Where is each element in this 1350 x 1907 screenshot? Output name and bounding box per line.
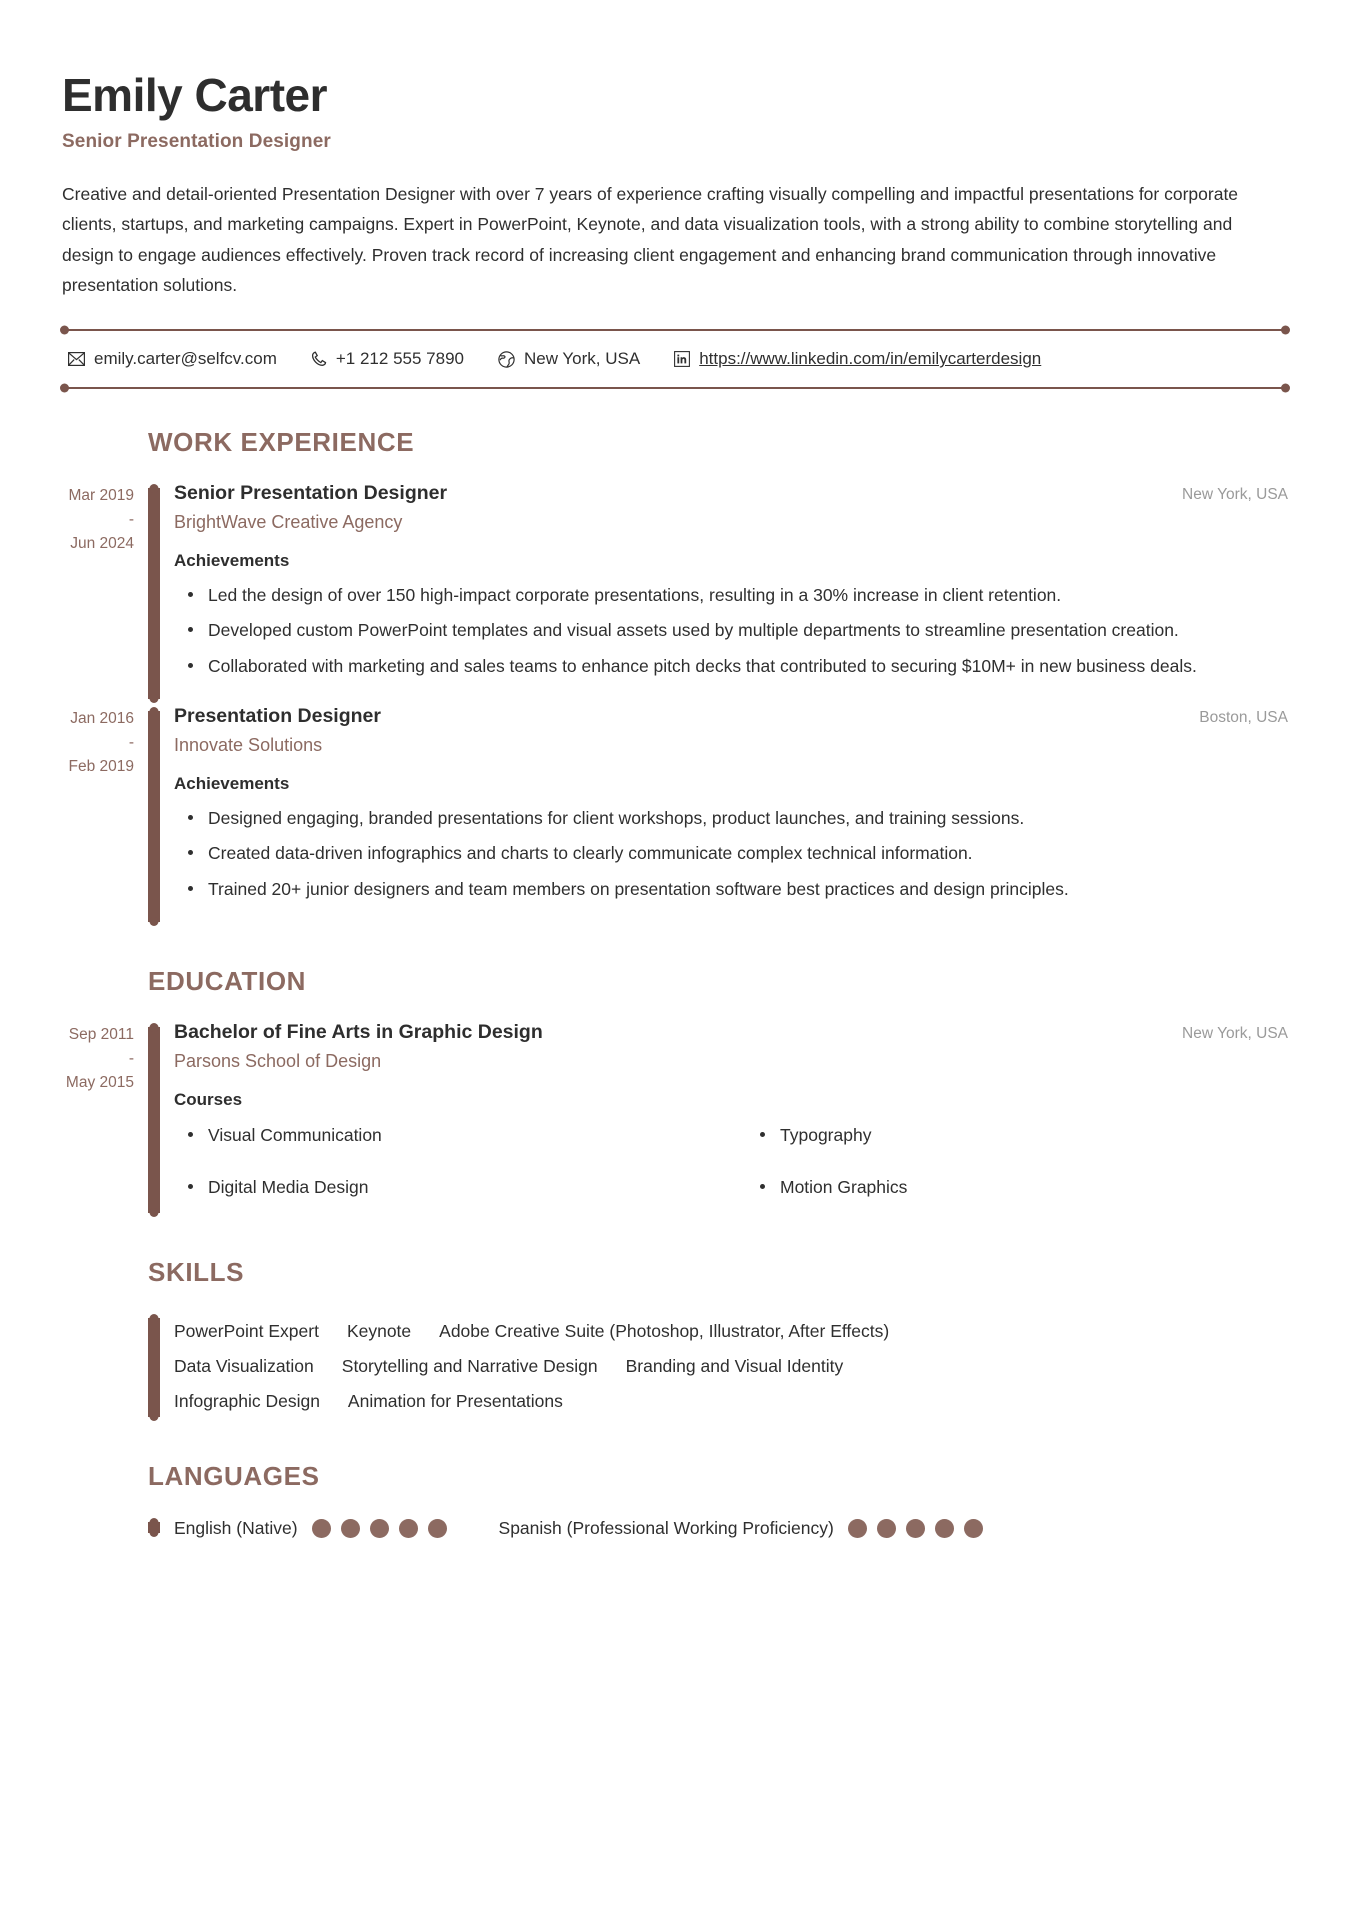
date-dash: - <box>128 511 134 529</box>
contact-rule-bottom <box>64 387 1286 389</box>
work-entry-sublabel: Achievements <box>174 551 290 571</box>
timeline-marker <box>148 1516 160 1539</box>
level-dot <box>428 1519 447 1538</box>
education-entry-head <box>174 1021 1288 1044</box>
work-entry-body <box>160 705 1288 928</box>
language-name: English (Native) <box>174 1517 298 1538</box>
skill-tag: Adobe Creative Suite (Photoshop, Illustrator, After Effects) <box>439 1320 890 1341</box>
education-entry-title: Bachelor of Fine Arts in Graphic Design <box>174 1021 543 1044</box>
list-item: Digital Media Design <box>174 1174 716 1200</box>
section-title-work: WORK EXPERIENCE <box>148 427 415 458</box>
languages-entry <box>62 1516 1288 1539</box>
education-courses <box>174 1122 1288 1201</box>
date-end: Jun 2024 <box>70 535 134 553</box>
timeline-line <box>148 488 160 699</box>
timeline-dot-top <box>150 1314 159 1323</box>
work-entry-dates <box>62 705 148 928</box>
date-end: May 2015 <box>65 1074 134 1092</box>
skills-list <box>160 1312 889 1423</box>
globe-icon <box>498 351 515 368</box>
contact-location <box>498 349 640 369</box>
candidate-name: Emily Carter <box>62 69 328 121</box>
contact-row <box>62 331 1288 387</box>
work-entry-title: Presentation Designer <box>174 705 381 728</box>
level-dot <box>341 1519 360 1538</box>
linkedin-icon <box>674 351 690 367</box>
timeline-dot-bottom <box>150 1412 159 1421</box>
date-start: Mar 2019 <box>68 487 134 505</box>
envelope-icon <box>68 352 85 366</box>
list-item: Led the design of over 150 high-impact corporate presentations, resulting in a 30% increase in client retention. <box>174 581 1244 609</box>
list-item: Typography <box>746 1122 1288 1148</box>
date-start: Sep 2011 <box>68 1026 134 1044</box>
level-dot <box>370 1519 389 1538</box>
timeline-dot-top <box>150 1023 159 1032</box>
phone-icon <box>311 351 327 367</box>
work-entry <box>62 705 1288 928</box>
contact-band <box>62 329 1288 389</box>
skills-row <box>174 1384 889 1419</box>
contact-location-text: New York, USA <box>523 349 641 369</box>
education-entry-dates <box>62 1021 148 1219</box>
work-entry-head <box>174 482 1288 505</box>
timeline-line <box>148 711 160 922</box>
contact-rule-top <box>64 329 1286 331</box>
timeline-dot-top <box>150 1518 159 1527</box>
language-name: Spanish (Professional Working Proficiency) <box>498 1517 834 1538</box>
work-entry-location: New York, USA <box>1182 486 1288 504</box>
timeline-marker <box>148 482 160 705</box>
date-dash: - <box>128 734 134 752</box>
skills-row <box>174 1349 889 1384</box>
work-entry-sublabel: Achievements <box>174 774 290 794</box>
contact-email[interactable] <box>68 349 277 369</box>
section-title-education: EDUCATION <box>148 966 307 997</box>
language-item <box>499 1518 983 1539</box>
work-entry-body <box>160 482 1288 705</box>
skill-tag: Storytelling and Narrative Design <box>341 1355 598 1376</box>
timeline-line <box>148 1027 160 1213</box>
list-item: Trained 20+ junior designers and team members on presentation software best practices and design principles. <box>174 875 1244 903</box>
work-entry-head <box>174 705 1288 728</box>
skill-tag: Animation for Presentations <box>347 1390 563 1411</box>
work-entry-title: Senior Presentation Designer <box>174 482 448 505</box>
level-dot <box>848 1519 867 1538</box>
work-entry-organization: BrightWave Creative Agency <box>174 512 403 533</box>
contact-linkedin-link[interactable]: https://www.linkedin.com/in/emilycarterdesign <box>699 349 1042 369</box>
list-item: Collaborated with marketing and sales teams to enhance pitch decks that contributed to securing $10M+ in new business deals. <box>174 652 1244 680</box>
resume-header <box>62 70 1288 301</box>
timeline-dot-top <box>150 484 159 493</box>
education-entry-organization: Parsons School of Design <box>174 1051 382 1072</box>
section-title-skills: SKILLS <box>148 1256 245 1287</box>
work-entry-achievements <box>174 581 1288 680</box>
timeline-marker <box>148 1021 160 1219</box>
timeline-marker <box>148 1312 160 1423</box>
contact-phone-text: +1 212 555 7890 <box>335 349 464 369</box>
education-entry-body <box>160 1021 1288 1219</box>
list-item: Developed custom PowerPoint templates and visual assets used by multiple departments to streamline presentation creation. <box>174 616 1244 644</box>
level-dot <box>312 1519 331 1538</box>
skill-tag: Branding and Visual Identity <box>625 1355 844 1376</box>
skills-row <box>174 1314 889 1349</box>
level-dot <box>964 1519 983 1538</box>
education-entry-sublabel: Courses <box>174 1090 243 1110</box>
candidate-headline: Senior Presentation Designer <box>62 130 331 152</box>
work-entry-dates <box>62 482 148 705</box>
list-item: Visual Communication <box>174 1122 716 1148</box>
education-entry-location: New York, USA <box>1182 1025 1288 1043</box>
timeline-dot-bottom <box>150 917 159 926</box>
list-item: Designed engaging, branded presentations for client workshops, product launches, and training sessions. <box>174 804 1244 832</box>
timeline-line <box>148 1318 160 1417</box>
skill-tag: Infographic Design <box>174 1390 320 1411</box>
work-entry-achievements <box>174 804 1288 903</box>
professional-summary: Creative and detail-oriented Presentation Designer with over 7 years of experience crafting visually compelling and impactful presentations for corporate clients, startups, and marketing campaigns. Expert in PowerPoint, Keynote, and data visualization tools, with a strong ability to combine storytelling and design to engage audiences effectively. Proven track record of increasing client engagement and enhancing brand communication through innovative presentation solutions. <box>62 183 1239 296</box>
date-dash: - <box>128 1050 134 1068</box>
languages-left-spacer <box>62 1516 148 1539</box>
work-entry-location: Boston, USA <box>1199 709 1288 727</box>
timeline-marker <box>148 705 160 928</box>
section-languages <box>62 1461 1288 1539</box>
timeline-dot-bottom <box>150 694 159 703</box>
level-dot <box>399 1519 418 1538</box>
work-entry <box>62 482 1288 705</box>
list-item: Created data-driven infographics and charts to clearly communicate complex technical information. <box>174 839 1244 867</box>
date-start: Jan 2016 <box>70 710 134 728</box>
list-item: Motion Graphics <box>746 1174 1288 1200</box>
language-level-dots <box>848 1519 983 1538</box>
section-work-experience <box>62 427 1288 928</box>
skill-tag: PowerPoint Expert <box>174 1320 319 1341</box>
education-entry <box>62 1021 1288 1219</box>
section-title-languages: LANGUAGES <box>148 1460 320 1491</box>
timeline-dot-top <box>150 707 159 716</box>
contact-phone[interactable] <box>311 349 464 369</box>
date-end: Feb 2019 <box>68 758 134 776</box>
section-education <box>62 966 1288 1219</box>
skill-tag: Data Visualization <box>174 1355 314 1376</box>
level-dot <box>877 1519 896 1538</box>
level-dot <box>906 1519 925 1538</box>
skill-tag: Keynote <box>346 1320 412 1341</box>
timeline-dot-bottom <box>150 1208 159 1217</box>
work-entry-organization: Innovate Solutions <box>174 735 323 756</box>
timeline-dot-bottom <box>150 1528 159 1537</box>
contact-email-text: emily.carter@selfcv.com <box>94 349 277 369</box>
languages-list <box>160 1516 983 1539</box>
section-skills <box>62 1257 1288 1423</box>
language-level-dots <box>312 1519 447 1538</box>
language-item <box>174 1518 447 1539</box>
contact-linkedin[interactable] <box>674 349 1041 369</box>
level-dot <box>935 1519 954 1538</box>
skills-left-spacer <box>62 1312 148 1423</box>
skills-entry <box>62 1312 1288 1423</box>
